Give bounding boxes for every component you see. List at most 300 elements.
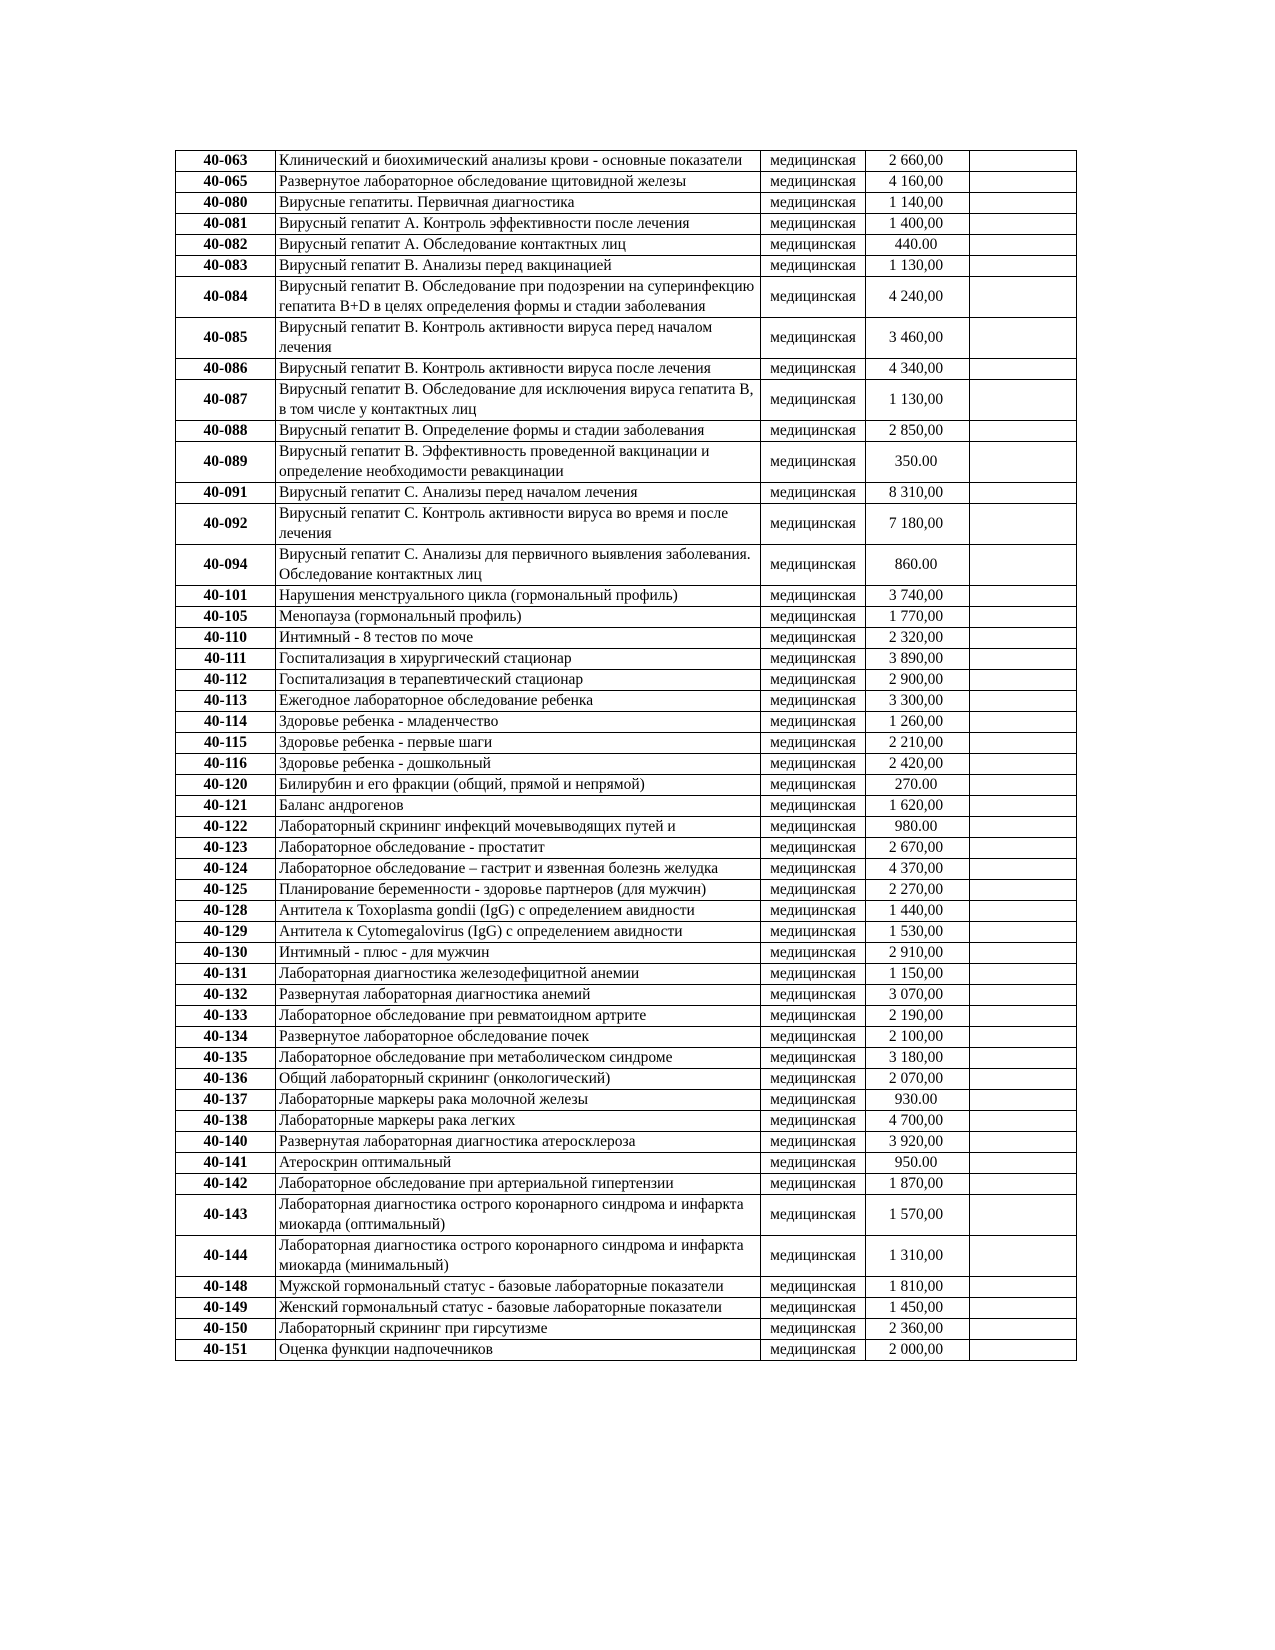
table-row	[176, 1090, 1077, 1111]
service-code: 40-082	[176, 235, 276, 256]
service-category: медицинская	[761, 1027, 866, 1048]
service-name: Лабораторный скрининг при гирсутизме	[276, 1319, 761, 1340]
service-code: 40-132	[176, 985, 276, 1006]
empty-cell	[970, 277, 1077, 318]
table-row	[176, 1111, 1077, 1132]
empty-cell	[970, 775, 1077, 796]
service-code: 40-116	[176, 754, 276, 775]
service-price: 1 260,00	[866, 712, 970, 733]
service-code: 40-065	[176, 172, 276, 193]
table-row	[176, 1277, 1077, 1298]
service-category: медицинская	[761, 1319, 866, 1340]
service-category: медицинская	[761, 421, 866, 442]
empty-cell	[970, 1195, 1077, 1236]
service-name: Лабораторное обследование при артериальной гипертензии	[276, 1174, 761, 1195]
service-price: 980.00	[866, 817, 970, 838]
table-row	[176, 649, 1077, 670]
empty-cell	[970, 901, 1077, 922]
service-name: Вирусные гепатиты. Первичная диагностика	[276, 193, 761, 214]
empty-cell	[970, 1153, 1077, 1174]
service-code: 40-128	[176, 901, 276, 922]
service-price: 2 910,00	[866, 943, 970, 964]
service-category: медицинская	[761, 1340, 866, 1361]
service-category: медицинская	[761, 1006, 866, 1027]
service-price: 3 300,00	[866, 691, 970, 712]
service-category: медицинская	[761, 1153, 866, 1174]
empty-cell	[970, 380, 1077, 421]
service-category: медицинская	[761, 1174, 866, 1195]
empty-cell	[970, 607, 1077, 628]
service-category: медицинская	[761, 880, 866, 901]
service-code: 40-089	[176, 442, 276, 483]
table-row	[176, 754, 1077, 775]
service-name: Вирусный гепатит В. Контроль активности вируса после лечения	[276, 359, 761, 380]
empty-cell	[970, 586, 1077, 607]
service-code: 40-094	[176, 545, 276, 586]
table-row	[176, 1048, 1077, 1069]
service-code: 40-133	[176, 1006, 276, 1027]
service-price: 4 370,00	[866, 859, 970, 880]
service-name: Мужской гормональный статус - базовые лабораторные показатели	[276, 1277, 761, 1298]
service-category: медицинская	[761, 817, 866, 838]
service-name: Развернутое лабораторное обследование щитовидной железы	[276, 172, 761, 193]
service-name: Здоровье ребенка - дошкольный	[276, 754, 761, 775]
service-category: медицинская	[761, 733, 866, 754]
service-code: 40-113	[176, 691, 276, 712]
service-code: 40-125	[176, 880, 276, 901]
service-category: медицинская	[761, 691, 866, 712]
table-row	[176, 1153, 1077, 1174]
service-name: Вирусный гепатит А. Контроль эффективности после лечения	[276, 214, 761, 235]
service-category: медицинская	[761, 151, 866, 172]
service-code: 40-144	[176, 1236, 276, 1277]
empty-cell	[970, 1111, 1077, 1132]
service-code: 40-150	[176, 1319, 276, 1340]
service-code: 40-112	[176, 670, 276, 691]
table-row	[176, 1236, 1077, 1277]
empty-cell	[970, 442, 1077, 483]
service-name: Лабораторная диагностика острого коронарного синдрома и инфаркта миокарда (минимальный)	[276, 1236, 761, 1277]
service-category: медицинская	[761, 1195, 866, 1236]
empty-cell	[970, 545, 1077, 586]
service-price: 2 900,00	[866, 670, 970, 691]
table-row	[176, 277, 1077, 318]
service-price: 2 420,00	[866, 754, 970, 775]
service-price: 2 100,00	[866, 1027, 970, 1048]
empty-cell	[970, 838, 1077, 859]
service-price: 2 850,00	[866, 421, 970, 442]
service-name: Развернутая лабораторная диагностика анемий	[276, 985, 761, 1006]
service-name: Здоровье ребенка - первые шаги	[276, 733, 761, 754]
table-row	[176, 922, 1077, 943]
service-category: медицинская	[761, 483, 866, 504]
table-row	[176, 943, 1077, 964]
empty-cell	[970, 1090, 1077, 1111]
empty-cell	[970, 649, 1077, 670]
empty-cell	[970, 880, 1077, 901]
table-row	[176, 1319, 1077, 1340]
empty-cell	[970, 359, 1077, 380]
service-code: 40-115	[176, 733, 276, 754]
service-name: Лабораторное обследование - простатит	[276, 838, 761, 859]
service-price: 1 130,00	[866, 256, 970, 277]
service-name: Вирусный гепатит В. Обследование для исключения вируса гепатита В, в том числе у контактных лиц	[276, 380, 761, 421]
service-code: 40-138	[176, 1111, 276, 1132]
service-price: 1 870,00	[866, 1174, 970, 1195]
service-price: 1 440,00	[866, 901, 970, 922]
service-code: 40-083	[176, 256, 276, 277]
service-category: медицинская	[761, 318, 866, 359]
service-code: 40-081	[176, 214, 276, 235]
service-category: медицинская	[761, 607, 866, 628]
service-code: 40-084	[176, 277, 276, 318]
service-category: медицинская	[761, 754, 866, 775]
empty-cell	[970, 1174, 1077, 1195]
service-price: 1 810,00	[866, 1277, 970, 1298]
service-category: медицинская	[761, 1298, 866, 1319]
service-name: Антитела к Toxoplasma gondii (IgG) с определением авидности	[276, 901, 761, 922]
service-name: Развернутая лабораторная диагностика атеросклероза	[276, 1132, 761, 1153]
empty-cell	[970, 256, 1077, 277]
table-row	[176, 733, 1077, 754]
service-name: Интимный - плюс - для мужчин	[276, 943, 761, 964]
service-category: медицинская	[761, 1236, 866, 1277]
service-name: Клинический и биохимический анализы крови - основные показатели	[276, 151, 761, 172]
service-code: 40-086	[176, 359, 276, 380]
service-code: 40-123	[176, 838, 276, 859]
service-name: Оценка функции надпочечников	[276, 1340, 761, 1361]
service-name: Госпитализация в терапевтический стационар	[276, 670, 761, 691]
table-row	[176, 421, 1077, 442]
table-row	[176, 380, 1077, 421]
table-row	[176, 214, 1077, 235]
service-price: 1 770,00	[866, 607, 970, 628]
service-code: 40-063	[176, 151, 276, 172]
service-price: 4 160,00	[866, 172, 970, 193]
service-code: 40-131	[176, 964, 276, 985]
service-category: медицинская	[761, 859, 866, 880]
empty-cell	[970, 943, 1077, 964]
table-row	[176, 1298, 1077, 1319]
empty-cell	[970, 712, 1077, 733]
table-row	[176, 880, 1077, 901]
service-price: 1 140,00	[866, 193, 970, 214]
service-category: медицинская	[761, 922, 866, 943]
empty-cell	[970, 1006, 1077, 1027]
service-name: Менопауза (гормональный профиль)	[276, 607, 761, 628]
service-price: 950.00	[866, 1153, 970, 1174]
empty-cell	[970, 1027, 1077, 1048]
price-list-table	[175, 150, 1077, 1361]
service-name: Лабораторное обследование – гастрит и язвенная болезнь желудка	[276, 859, 761, 880]
service-code: 40-121	[176, 796, 276, 817]
service-price: 2 000,00	[866, 1340, 970, 1361]
table-row	[176, 796, 1077, 817]
table-row	[176, 775, 1077, 796]
empty-cell	[970, 193, 1077, 214]
service-name: Лабораторное обследование при метаболическом синдроме	[276, 1048, 761, 1069]
service-price: 3 920,00	[866, 1132, 970, 1153]
service-name: Билирубин и его фракции (общий, прямой и непрямой)	[276, 775, 761, 796]
service-category: медицинская	[761, 214, 866, 235]
empty-cell	[970, 1069, 1077, 1090]
service-category: медицинская	[761, 1048, 866, 1069]
table-row	[176, 256, 1077, 277]
service-price: 2 070,00	[866, 1069, 970, 1090]
service-code: 40-134	[176, 1027, 276, 1048]
service-price: 3 460,00	[866, 318, 970, 359]
service-code: 40-101	[176, 586, 276, 607]
service-name: Вирусный гепатит В. Контроль активности вируса перед началом лечения	[276, 318, 761, 359]
service-price: 440.00	[866, 235, 970, 256]
service-price: 1 450,00	[866, 1298, 970, 1319]
table-row	[176, 151, 1077, 172]
service-price: 4 340,00	[866, 359, 970, 380]
table-row	[176, 359, 1077, 380]
service-category: медицинская	[761, 901, 866, 922]
service-price: 4 240,00	[866, 277, 970, 318]
service-category: медицинская	[761, 442, 866, 483]
service-price: 2 320,00	[866, 628, 970, 649]
service-code: 40-141	[176, 1153, 276, 1174]
service-code: 40-142	[176, 1174, 276, 1195]
empty-cell	[970, 754, 1077, 775]
service-category: медицинская	[761, 256, 866, 277]
service-name: Здоровье ребенка - младенчество	[276, 712, 761, 733]
empty-cell	[970, 483, 1077, 504]
service-category: медицинская	[761, 1277, 866, 1298]
table-row	[176, 859, 1077, 880]
service-name: Лабораторный скрининг инфекций мочевыводящих путей и	[276, 817, 761, 838]
table-row	[176, 1132, 1077, 1153]
service-code: 40-135	[176, 1048, 276, 1069]
service-category: медицинская	[761, 985, 866, 1006]
service-category: медицинская	[761, 545, 866, 586]
service-category: медицинская	[761, 649, 866, 670]
service-price: 270.00	[866, 775, 970, 796]
service-name: Вирусный гепатит С. Контроль активности вируса во время и после лечения	[276, 504, 761, 545]
service-category: медицинская	[761, 964, 866, 985]
empty-cell	[970, 1132, 1077, 1153]
service-code: 40-137	[176, 1090, 276, 1111]
service-price: 1 570,00	[866, 1195, 970, 1236]
table-row	[176, 901, 1077, 922]
service-name: Лабораторные маркеры рака легких	[276, 1111, 761, 1132]
empty-cell	[970, 691, 1077, 712]
service-code: 40-088	[176, 421, 276, 442]
service-category: медицинская	[761, 172, 866, 193]
service-category: медицинская	[761, 277, 866, 318]
service-name: Женский гормональный статус - базовые лабораторные показатели	[276, 1298, 761, 1319]
service-code: 40-092	[176, 504, 276, 545]
service-name: Вирусный гепатит В. Эффективность проведенной вакцинации и определение необходимости ревакцинации	[276, 442, 761, 483]
service-price: 860.00	[866, 545, 970, 586]
table-row	[176, 545, 1077, 586]
service-name: Ежегодное лабораторное обследование ребенка	[276, 691, 761, 712]
service-price: 2 660,00	[866, 151, 970, 172]
service-code: 40-130	[176, 943, 276, 964]
table-row	[176, 712, 1077, 733]
service-category: медицинская	[761, 670, 866, 691]
service-name: Лабораторное обследование при ревматоидном артрите	[276, 1006, 761, 1027]
service-name: Вирусный гепатит В. Обследование при подозрении на суперинфекцию гепатита В+D в целях определения формы и стадии заболевания	[276, 277, 761, 318]
service-category: медицинская	[761, 628, 866, 649]
service-code: 40-111	[176, 649, 276, 670]
service-category: медицинская	[761, 838, 866, 859]
empty-cell	[970, 1236, 1077, 1277]
empty-cell	[970, 964, 1077, 985]
service-code: 40-149	[176, 1298, 276, 1319]
service-name: Лабораторная диагностика острого коронарного синдрома и инфаркта миокарда (оптимальный)	[276, 1195, 761, 1236]
table-row	[176, 504, 1077, 545]
service-price: 2 670,00	[866, 838, 970, 859]
service-name: Вирусный гепатит С. Анализы перед началом лечения	[276, 483, 761, 504]
service-category: медицинская	[761, 1132, 866, 1153]
empty-cell	[970, 628, 1077, 649]
empty-cell	[970, 151, 1077, 172]
table-row	[176, 964, 1077, 985]
empty-cell	[970, 421, 1077, 442]
service-name: Лабораторные маркеры рака молочной железы	[276, 1090, 761, 1111]
empty-cell	[970, 1319, 1077, 1340]
table-row	[176, 318, 1077, 359]
service-price: 1 310,00	[866, 1236, 970, 1277]
service-name: Лабораторная диагностика железодефицитной анемии	[276, 964, 761, 985]
service-code: 40-148	[176, 1277, 276, 1298]
service-category: медицинская	[761, 193, 866, 214]
service-price: 8 310,00	[866, 483, 970, 504]
service-price: 7 180,00	[866, 504, 970, 545]
service-name: Нарушения менструального цикла (гормональный профиль)	[276, 586, 761, 607]
service-code: 40-114	[176, 712, 276, 733]
empty-cell	[970, 235, 1077, 256]
service-code: 40-087	[176, 380, 276, 421]
table-row	[176, 1340, 1077, 1361]
empty-cell	[970, 1277, 1077, 1298]
service-category: медицинская	[761, 380, 866, 421]
table-row	[176, 235, 1077, 256]
empty-cell	[970, 670, 1077, 691]
service-category: медицинская	[761, 1090, 866, 1111]
empty-cell	[970, 214, 1077, 235]
empty-cell	[970, 733, 1077, 754]
service-category: медицинская	[761, 712, 866, 733]
empty-cell	[970, 1340, 1077, 1361]
service-name: Госпитализация в хирургический стационар	[276, 649, 761, 670]
service-code: 40-136	[176, 1069, 276, 1090]
service-price: 2 360,00	[866, 1319, 970, 1340]
table-row	[176, 172, 1077, 193]
table-row	[176, 817, 1077, 838]
service-code: 40-110	[176, 628, 276, 649]
empty-cell	[970, 318, 1077, 359]
service-name: Вирусный гепатит В. Определение формы и стадии заболевания	[276, 421, 761, 442]
service-price: 2 190,00	[866, 1006, 970, 1027]
empty-cell	[970, 172, 1077, 193]
service-price: 2 270,00	[866, 880, 970, 901]
price-list-body	[176, 151, 1077, 1361]
table-row	[176, 607, 1077, 628]
service-name: Интимный - 8 тестов по моче	[276, 628, 761, 649]
service-name: Вирусный гепатит А. Обследование контактных лиц	[276, 235, 761, 256]
service-category: медицинская	[761, 504, 866, 545]
service-name: Антитела к Cytomegalovirus (IgG) с определением авидности	[276, 922, 761, 943]
service-name: Вирусный гепатит С. Анализы для первичного выявления заболевания. Обследование контактных лиц	[276, 545, 761, 586]
table-row	[176, 628, 1077, 649]
table-row	[176, 1069, 1077, 1090]
table-row	[176, 670, 1077, 691]
empty-cell	[970, 1048, 1077, 1069]
empty-cell	[970, 796, 1077, 817]
service-price: 350.00	[866, 442, 970, 483]
service-category: медицинская	[761, 796, 866, 817]
service-price: 3 890,00	[866, 649, 970, 670]
service-category: медицинская	[761, 775, 866, 796]
table-row	[176, 1195, 1077, 1236]
table-row	[176, 442, 1077, 483]
table-row	[176, 1006, 1077, 1027]
service-code: 40-122	[176, 817, 276, 838]
service-code: 40-129	[176, 922, 276, 943]
service-category: медицинская	[761, 359, 866, 380]
service-name: Планирование беременности - здоровье партнеров (для мужчин)	[276, 880, 761, 901]
service-category: медицинская	[761, 1069, 866, 1090]
table-row	[176, 838, 1077, 859]
service-code: 40-140	[176, 1132, 276, 1153]
service-name: Общий лабораторный скрининг (онкологический)	[276, 1069, 761, 1090]
empty-cell	[970, 922, 1077, 943]
empty-cell	[970, 859, 1077, 880]
table-row	[176, 483, 1077, 504]
service-price: 1 130,00	[866, 380, 970, 421]
service-category: медицинская	[761, 586, 866, 607]
empty-cell	[970, 985, 1077, 1006]
service-name: Развернутое лабораторное обследование почек	[276, 1027, 761, 1048]
service-name: Вирусный гепатит В. Анализы перед вакцинацией	[276, 256, 761, 277]
service-code: 40-151	[176, 1340, 276, 1361]
service-price: 3 180,00	[866, 1048, 970, 1069]
service-price: 3 740,00	[866, 586, 970, 607]
table-row	[176, 193, 1077, 214]
service-price: 1 150,00	[866, 964, 970, 985]
service-price: 3 070,00	[866, 985, 970, 1006]
table-row	[176, 1027, 1077, 1048]
service-code: 40-091	[176, 483, 276, 504]
empty-cell	[970, 817, 1077, 838]
empty-cell	[970, 504, 1077, 545]
table-row	[176, 691, 1077, 712]
table-row	[176, 586, 1077, 607]
service-code: 40-085	[176, 318, 276, 359]
empty-cell	[970, 1298, 1077, 1319]
service-name: Атероскрин оптимальный	[276, 1153, 761, 1174]
service-price: 1 400,00	[866, 214, 970, 235]
service-code: 40-105	[176, 607, 276, 628]
service-price: 2 210,00	[866, 733, 970, 754]
service-category: медицинская	[761, 1111, 866, 1132]
service-name: Баланс андрогенов	[276, 796, 761, 817]
service-category: медицинская	[761, 943, 866, 964]
service-category: медицинская	[761, 235, 866, 256]
service-price: 4 700,00	[866, 1111, 970, 1132]
service-price: 1 530,00	[866, 922, 970, 943]
service-code: 40-120	[176, 775, 276, 796]
table-row	[176, 1174, 1077, 1195]
table-row	[176, 985, 1077, 1006]
service-code: 40-143	[176, 1195, 276, 1236]
service-price: 930.00	[866, 1090, 970, 1111]
service-price: 1 620,00	[866, 796, 970, 817]
